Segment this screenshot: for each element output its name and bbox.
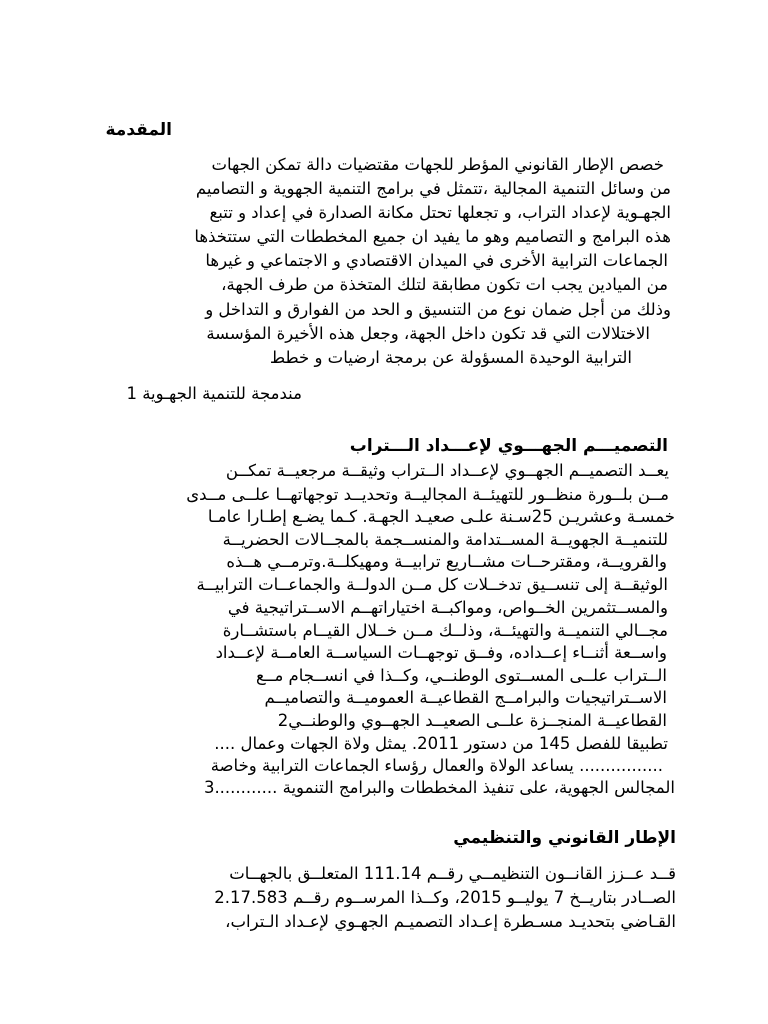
paragraph-line: مــن بلــورة منظــور للتهيئــة المجاليــة وتحديــد توجهاتهــا علــى مــدى — [186, 485, 669, 504]
paragraph-line: المجالس الجهوية، على تنفيذ المخططات والبرامج التنموية ............3 — [203, 778, 675, 797]
paragraph-line: واســعة أثنــاء إعــداده، وفــق توجهــات السياســة العامــة لإعــداد — [215, 643, 667, 662]
section-heading-legal-framework: الإطار القانوني والتنظيمي — [453, 828, 676, 848]
paragraph-line: وذلك من أجل ضمان نوع من التنسيق و الحد من الفوارق و التداخل و — [205, 300, 671, 319]
paragraph-line: خمسـة وعشريـن 25سـنة علـى صعيـد الجهـة. كـما يضـع إطـارا عامـا — [207, 507, 675, 526]
paragraph-line: والقرويــة، ومقترحــات مشــاريع ترابيــة ومهيكلــة.وترمــي هــذه — [226, 552, 667, 571]
paragraph-line: الجهـوية لإعداد التراب، و تجعلها تحتل مكانة الصدارة في إعداد و تتبع — [209, 203, 671, 222]
paragraph-line: القطاعيــة المنجــزة علــى الصعيــد الجهــوي والوطنــي2 — [277, 711, 667, 730]
paragraph-line: تطبيقا للفصل 145 من دستور 2011. يمثل ولاة الجهات وعمال .... — [214, 734, 668, 753]
paragraph-line: هذه البرامج و التصاميم وهو ما يفيد ان جميع المخططات التي ستتخذها — [194, 227, 671, 246]
paragraph-line: من وسائل التنمية المجالية ،تتمثل في برامج التنمية الجهوية و التصاميم — [195, 179, 671, 198]
paragraph-line: مندمجة للتنمية الجهـوية 1 — [126, 384, 302, 403]
paragraph-line: الــتراب علــى المســتوى الوطنــي، وكــذا في انســجام مــع — [256, 666, 667, 685]
paragraph-line: الصــادر بتاريــخ 7 يوليــو 2015، وكــذا المرســوم رقــم 2.17.583 — [214, 888, 676, 907]
paragraph-line: قــد عــزز القانــون التنظيمــي رقــم 111.14 المتعلــق بالجهــات — [229, 864, 676, 883]
paragraph-line: للتنميــة الجهويــة المســتدامة والمنســجمة بالمجــالات الحضريــة — [222, 530, 668, 549]
paragraph-line: يعــد التصميــم الجهــوي لإعــداد الــتراب وثيقــة مرجعيــة تمكــن — [225, 461, 669, 480]
paragraph-line: الاســتراتيجيات والبرامــج القطاعيــة العموميــة والتصاميــم — [264, 688, 667, 707]
section-heading-regional-plan: التصميـــم الجهـــوي لإعـــداد الـــتراب — [349, 436, 668, 456]
paragraph-line: والمســتثمرين الخــواص، ومواكبــة اختياراتهــم الاســتراتيجية في — [227, 598, 668, 617]
paragraph-line: الترابية الوحيدة المسؤولة عن برمجة ارضيات و خطط — [269, 348, 632, 367]
paragraph-line: القـاضي بتحديـد مسـطرة إعـداد التصميـم الجهـوي لإعـداد الـتراب، — [225, 912, 676, 931]
paragraph-line: الوثيقــة إلى تنســيق تدخــلات كل مــن الدولــة والجماعــات الترابيــة — [196, 575, 668, 594]
paragraph-line: خصص الإطار القانوني المؤطر للجهات مقتضيات دالة تمكن الجهات — [211, 155, 664, 174]
paragraph-line: الاختلالات التي قد تكون داخل الجهة، وجعل هذه الأخيرة المؤسسة — [206, 324, 650, 343]
paragraph-line: الجماعات الترابية الأخرى في الميدان الاقتصادي و الاجتماعي و غيرها — [205, 251, 668, 270]
paragraph-line: من الميادين يجب ات تكون مطابقة لتلك المتخذة من طرف الجهة، — [221, 275, 668, 294]
paragraph-line: مجــالي التنميــة والتهيئــة، وذلــك مــن خــلال القيــام باستشــارة — [222, 621, 668, 640]
section-heading-introduction: المقدمة — [105, 120, 172, 140]
paragraph-line: ................ يساعد الولاة والعمال رؤساء الجماعات الترابية وخاصة — [210, 756, 663, 775]
